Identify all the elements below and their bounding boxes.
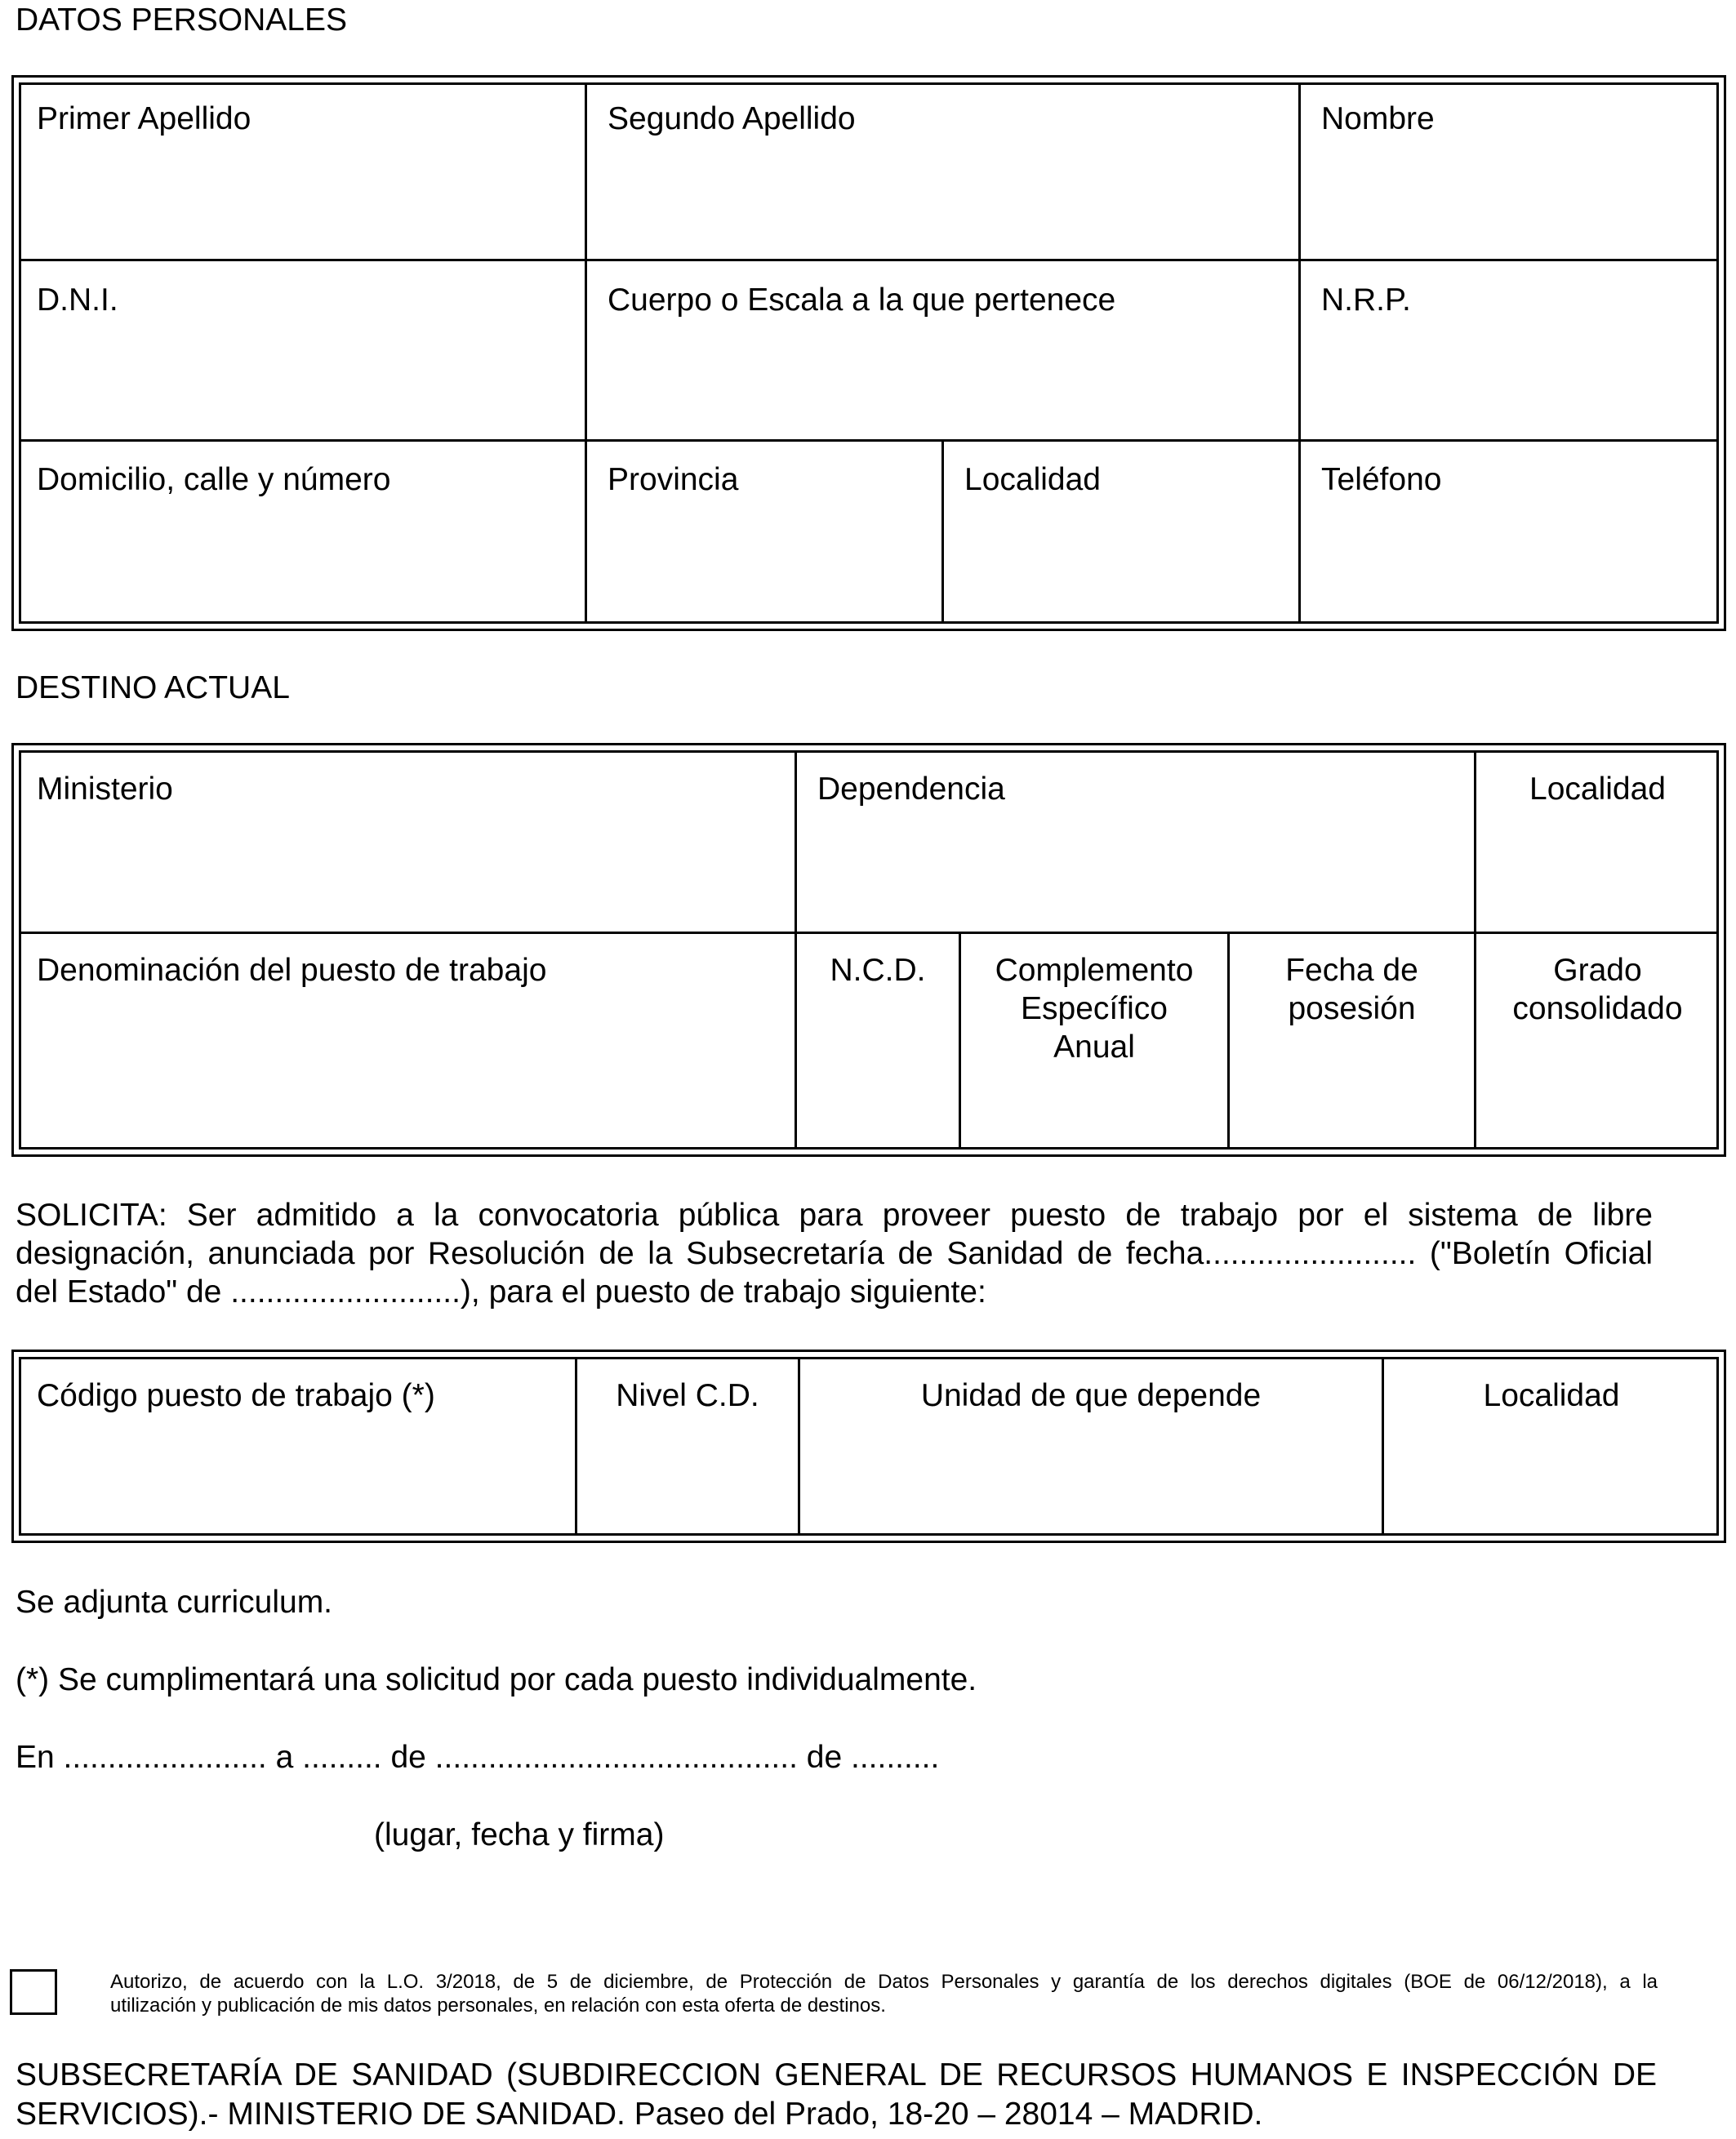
field-dependencia: Dependencia [817,772,1005,807]
fecha-lugar-line: En ....................... a ......... de ......................................... de .......... [16,1740,940,1775]
datos-personales-table [11,75,1726,631]
field-primer-apellido: Primer Apellido [37,101,251,136]
field-nivel-cd: Nivel C.D. [616,1378,759,1413]
field-denominacion-puesto: Denominación del puesto de trabajo [37,953,547,988]
puesto-solicitado-table [11,1350,1726,1543]
field-unidad-depende: Unidad de que depende [920,1378,1262,1413]
field-provincia: Provincia [608,462,739,497]
adjunta-curriculum-text: Se adjunta curriculum. [16,1585,333,1620]
field-localidad-destino: Localidad [1529,772,1666,807]
footer-address: SUBSECRETARÍA DE SANIDAD (SUBDIRECCION GENERAL DE RECURSOS HUMANOS E INSPECCIÓN DE SERVICIOS).- MINISTERIO DE SANIDAD. Paseo del Prado, 18-20 – 28014 – MADRID. [16,2057,1657,2132]
section-title-datos-personales: DATOS PERSONALES [16,2,348,38]
destino-actual-table [11,743,1726,1157]
autorizacion-text: Autorizo, de acuerdo con la L.O. 3/2018, de 5 de diciembre, de Protección de Datos Personales y garantía de los derechos digitales (BOE de 06/12/2018), a la utilización y publicación de mis datos personales, en relación con esta oferta de destinos. [110,1971,1658,2017]
field-complemento-especifico: Complemento Específico Anual [995,953,1194,1065]
field-grado-consolidado: Grado consolidado [1512,953,1683,1026]
field-ncd: N.C.D. [830,953,926,988]
field-ministerio: Ministerio [37,772,173,807]
field-cuerpo-escala: Cuerpo o Escala a la que pertenece [608,282,1116,318]
field-segundo-apellido: Segundo Apellido [608,101,856,136]
field-localidad: Localidad [964,462,1101,497]
field-codigo-puesto: Código puesto de trabajo (*) [37,1378,435,1413]
field-localidad-puesto: Localidad [1483,1378,1620,1413]
nota-asterisco-text: (*) Se cumplimentará una solicitud por cada puesto individualmente. [16,1662,977,1697]
field-telefono: Teléfono [1321,462,1442,497]
section-title-destino-actual: DESTINO ACTUAL [16,670,290,705]
field-fecha-posesion: Fecha de posesión [1285,953,1418,1026]
field-nrp: N.R.P. [1321,282,1411,318]
solicita-paragraph: SOLICITA: Ser admitido a la convocatoria pública para proveer puesto de trabajo por el sistema de libre designación, anunciada por Resolución de la Subsecretaría de Sanidad de fecha........................ ("Boletín Oficial del Estado" de ..........................), para el puesto de trabajo siguiente: [16,1198,1653,1310]
field-dni: D.N.I. [37,282,118,318]
autorizacion-checkbox[interactable] [10,1969,57,2015]
field-domicilio: Domicilio, calle y número [37,462,391,497]
field-nombre: Nombre [1321,101,1435,136]
firma-caption: (lugar, fecha y firma) [374,1817,665,1852]
